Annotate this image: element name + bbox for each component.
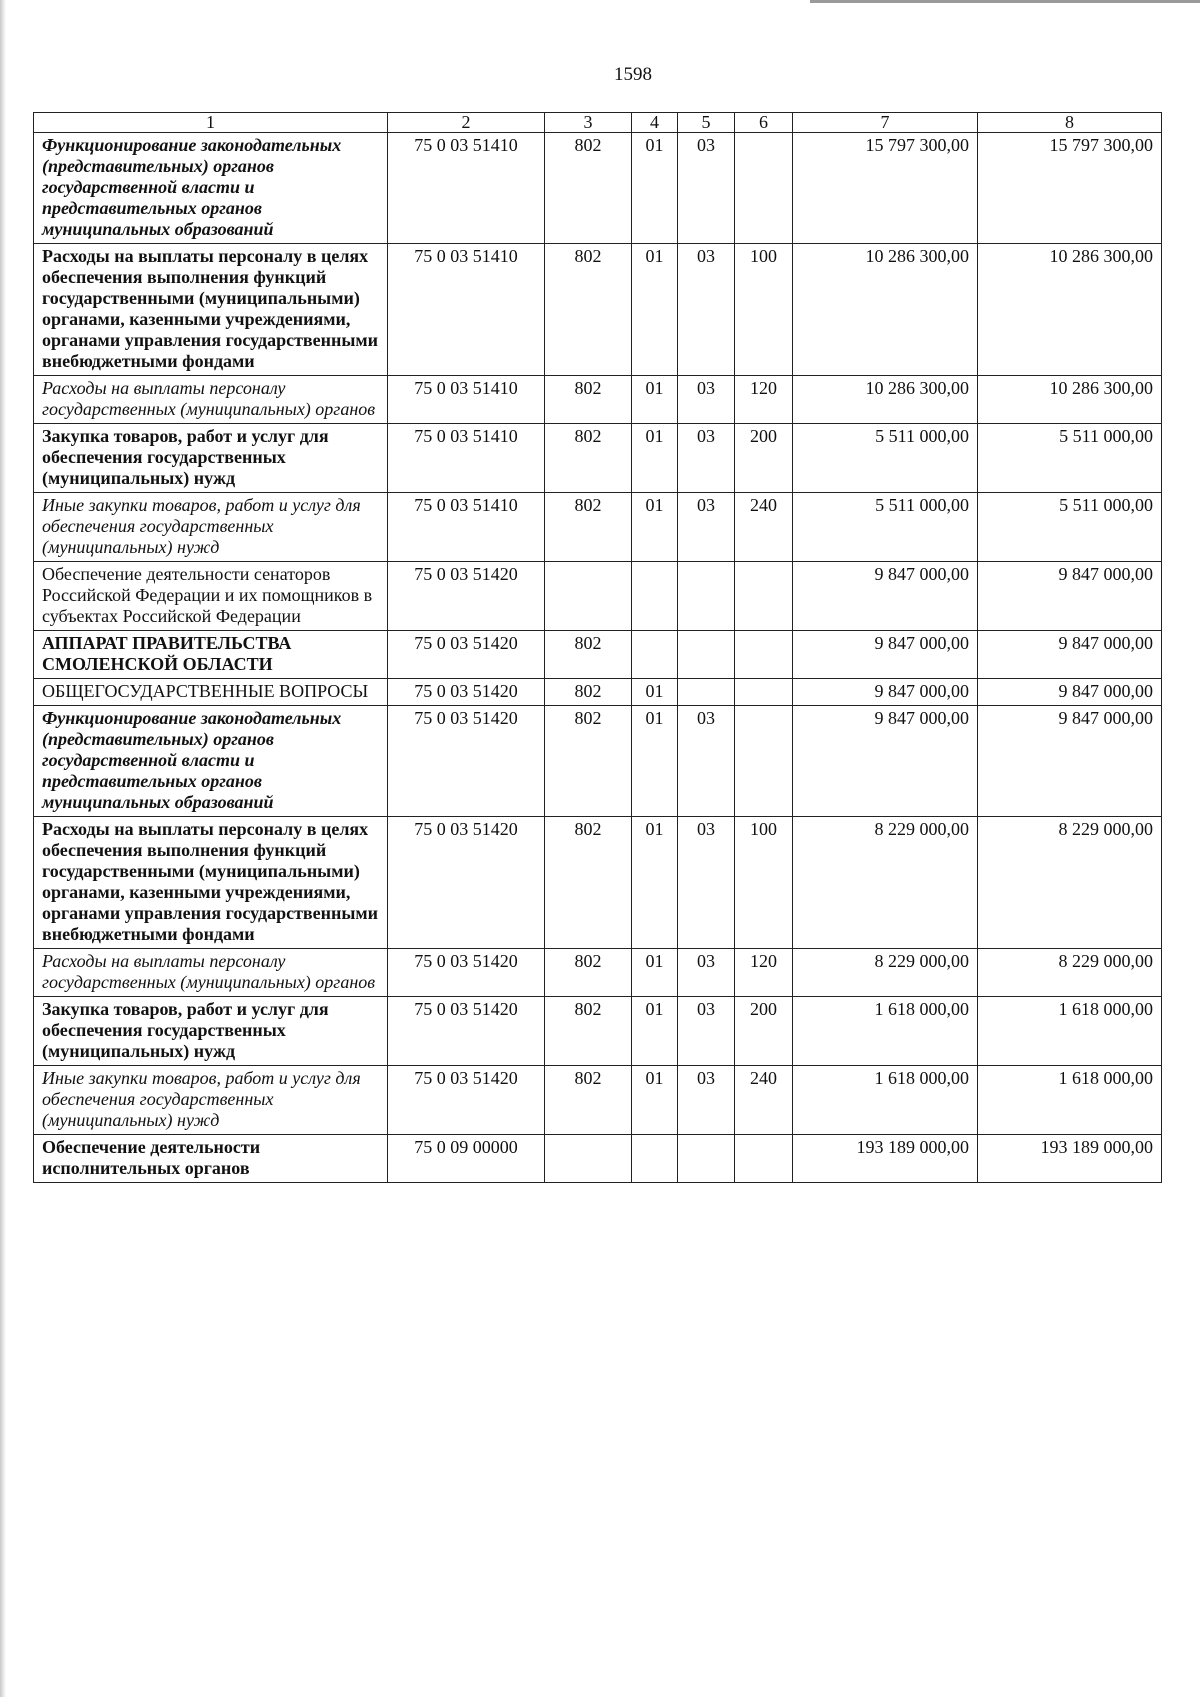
- amount-year2-cell: 10 286 300,00: [978, 244, 1162, 376]
- subsection-cell: [678, 679, 735, 706]
- ministry-code-cell: 802: [545, 376, 632, 424]
- subsection-cell: 03: [678, 817, 735, 949]
- amount-year2-cell: 1 618 000,00: [978, 1066, 1162, 1135]
- ministry-code-cell: 802: [545, 244, 632, 376]
- row-name-cell: Расходы на выплаты персоналу в целях обеспечения выполнения функций государственными (муниципальными) органами, казенными учреждениями, органами управления государственными внебюджетными фондами: [34, 244, 388, 376]
- subsection-cell: 03: [678, 133, 735, 244]
- ministry-code-cell: [545, 562, 632, 631]
- expense-type-cell: 200: [735, 997, 793, 1066]
- amount-year1-cell: 8 229 000,00: [793, 817, 978, 949]
- subsection-cell: 03: [678, 424, 735, 493]
- header-cell-8: 8: [978, 113, 1162, 133]
- header-cell-1: 1: [34, 113, 388, 133]
- amount-year2-cell: 5 511 000,00: [978, 424, 1162, 493]
- ministry-code-cell: 802: [545, 133, 632, 244]
- target-article-cell: 75 0 03 51420: [388, 679, 545, 706]
- ministry-code-cell: 802: [545, 1066, 632, 1135]
- row-name-cell: Расходы на выплаты персоналу государственных (муниципальных) органов: [34, 949, 388, 997]
- target-article-cell: 75 0 03 51420: [388, 949, 545, 997]
- ministry-code-cell: 802: [545, 493, 632, 562]
- section-cell: 01: [632, 706, 678, 817]
- amount-year2-cell: 9 847 000,00: [978, 631, 1162, 679]
- table-row: [34, 133, 1162, 244]
- table-row: [34, 376, 1162, 424]
- target-article-cell: 75 0 09 00000: [388, 1135, 545, 1183]
- expense-type-cell: 100: [735, 244, 793, 376]
- expense-type-cell: [735, 133, 793, 244]
- amount-year2-cell: 8 229 000,00: [978, 949, 1162, 997]
- subsection-cell: 03: [678, 244, 735, 376]
- section-cell: [632, 562, 678, 631]
- row-name-cell: ОБЩЕГОСУДАРСТВЕННЫЕ ВОПРОСЫ: [34, 679, 388, 706]
- table-body: [34, 113, 1162, 1183]
- amount-year2-cell: 9 847 000,00: [978, 562, 1162, 631]
- amount-year1-cell: 9 847 000,00: [793, 679, 978, 706]
- row-name-cell: Обеспечение деятельности исполнительных органов: [34, 1135, 388, 1183]
- row-name-cell: Закупка товаров, работ и услуг для обеспечения государственных (муниципальных) нужд: [34, 997, 388, 1066]
- target-article-cell: 75 0 03 51410: [388, 424, 545, 493]
- expense-type-cell: 120: [735, 949, 793, 997]
- table-row: [34, 631, 1162, 679]
- expense-type-cell: 240: [735, 1066, 793, 1135]
- header-cell-5: 5: [678, 113, 735, 133]
- ministry-code-cell: 802: [545, 817, 632, 949]
- expense-type-cell: [735, 679, 793, 706]
- subsection-cell: [678, 631, 735, 679]
- row-name-cell: Обеспечение деятельности сенаторов Российской Федерации и их помощников в субъектах Российской Федерации: [34, 562, 388, 631]
- target-article-cell: 75 0 03 51420: [388, 631, 545, 679]
- amount-year2-cell: 8 229 000,00: [978, 817, 1162, 949]
- table-row: [34, 949, 1162, 997]
- section-cell: 01: [632, 493, 678, 562]
- amount-year1-cell: 8 229 000,00: [793, 949, 978, 997]
- section-cell: 01: [632, 949, 678, 997]
- section-cell: 01: [632, 133, 678, 244]
- table-row: [34, 997, 1162, 1066]
- table-row: [34, 244, 1162, 376]
- amount-year1-cell: 15 797 300,00: [793, 133, 978, 244]
- section-cell: 01: [632, 424, 678, 493]
- amount-year2-cell: 193 189 000,00: [978, 1135, 1162, 1183]
- subsection-cell: 03: [678, 493, 735, 562]
- subsection-cell: [678, 562, 735, 631]
- row-name-cell: АППАРАТ ПРАВИТЕЛЬСТВА СМОЛЕНСКОЙ ОБЛАСТИ: [34, 631, 388, 679]
- section-cell: 01: [632, 817, 678, 949]
- table-row: [34, 424, 1162, 493]
- section-cell: 01: [632, 376, 678, 424]
- section-cell: 01: [632, 1066, 678, 1135]
- amount-year1-cell: 1 618 000,00: [793, 1066, 978, 1135]
- amount-year1-cell: 10 286 300,00: [793, 376, 978, 424]
- expense-type-cell: 120: [735, 376, 793, 424]
- table-row: [34, 493, 1162, 562]
- row-name-cell: Иные закупки товаров, работ и услуг для обеспечения государственных (муниципальных) нужд: [34, 1066, 388, 1135]
- target-article-cell: 75 0 03 51420: [388, 997, 545, 1066]
- ministry-code-cell: 802: [545, 706, 632, 817]
- amount-year1-cell: 1 618 000,00: [793, 997, 978, 1066]
- expense-type-cell: 240: [735, 493, 793, 562]
- table-row: [34, 1135, 1162, 1183]
- scan-edge-shadow: [0, 0, 6, 1697]
- section-cell: 01: [632, 244, 678, 376]
- amount-year2-cell: 1 618 000,00: [978, 997, 1162, 1066]
- section-cell: 01: [632, 679, 678, 706]
- expense-type-cell: 200: [735, 424, 793, 493]
- subsection-cell: 03: [678, 949, 735, 997]
- table-row: [34, 679, 1162, 706]
- ministry-code-cell: 802: [545, 679, 632, 706]
- target-article-cell: 75 0 03 51410: [388, 493, 545, 562]
- subsection-cell: 03: [678, 376, 735, 424]
- header-cell-2: 2: [388, 113, 545, 133]
- target-article-cell: 75 0 03 51410: [388, 376, 545, 424]
- amount-year1-cell: 5 511 000,00: [793, 424, 978, 493]
- target-article-cell: 75 0 03 51410: [388, 133, 545, 244]
- target-article-cell: 75 0 03 51420: [388, 1066, 545, 1135]
- expense-type-cell: [735, 631, 793, 679]
- table-row: [34, 562, 1162, 631]
- row-name-cell: Функционирование законодательных (представительных) органов государственной власти и представительных органов муниципальных образований: [34, 133, 388, 244]
- amount-year1-cell: 9 847 000,00: [793, 631, 978, 679]
- scan-top-edge: [810, 0, 1200, 3]
- amount-year1-cell: 10 286 300,00: [793, 244, 978, 376]
- subsection-cell: 03: [678, 997, 735, 1066]
- section-cell: [632, 1135, 678, 1183]
- ministry-code-cell: 802: [545, 631, 632, 679]
- row-name-cell: Функционирование законодательных (представительных) органов государственной власти и представительных органов муниципальных образований: [34, 706, 388, 817]
- subsection-cell: 03: [678, 1066, 735, 1135]
- table-row: [34, 706, 1162, 817]
- row-name-cell: Расходы на выплаты персоналу в целях обеспечения выполнения функций государственными (муниципальными) органами, казенными учреждениями, органами управления государственными внебюджетными фондами: [34, 817, 388, 949]
- target-article-cell: 75 0 03 51420: [388, 562, 545, 631]
- ministry-code-cell: 802: [545, 997, 632, 1066]
- header-cell-6: 6: [735, 113, 793, 133]
- expense-type-cell: [735, 706, 793, 817]
- ministry-code-cell: [545, 1135, 632, 1183]
- section-cell: 01: [632, 997, 678, 1066]
- expense-type-cell: 100: [735, 817, 793, 949]
- amount-year1-cell: 9 847 000,00: [793, 706, 978, 817]
- budget-table: [33, 112, 1162, 1183]
- table-row: [34, 1066, 1162, 1135]
- amount-year2-cell: 15 797 300,00: [978, 133, 1162, 244]
- page-number: 1598: [614, 64, 652, 85]
- target-article-cell: 75 0 03 51420: [388, 817, 545, 949]
- expense-type-cell: [735, 562, 793, 631]
- ministry-code-cell: 802: [545, 949, 632, 997]
- subsection-cell: 03: [678, 706, 735, 817]
- amount-year2-cell: 10 286 300,00: [978, 376, 1162, 424]
- amount-year1-cell: 9 847 000,00: [793, 562, 978, 631]
- ministry-code-cell: 802: [545, 424, 632, 493]
- row-name-cell: Иные закупки товаров, работ и услуг для обеспечения государственных (муниципальных) нужд: [34, 493, 388, 562]
- header-cell-7: 7: [793, 113, 978, 133]
- section-cell: [632, 631, 678, 679]
- target-article-cell: 75 0 03 51420: [388, 706, 545, 817]
- expense-type-cell: [735, 1135, 793, 1183]
- header-row: [34, 113, 1162, 133]
- header-cell-4: 4: [632, 113, 678, 133]
- table-row: [34, 817, 1162, 949]
- amount-year2-cell: 5 511 000,00: [978, 493, 1162, 562]
- header-cell-3: 3: [545, 113, 632, 133]
- row-name-cell: Расходы на выплаты персоналу государственных (муниципальных) органов: [34, 376, 388, 424]
- amount-year1-cell: 5 511 000,00: [793, 493, 978, 562]
- amount-year2-cell: 9 847 000,00: [978, 706, 1162, 817]
- amount-year2-cell: 9 847 000,00: [978, 679, 1162, 706]
- row-name-cell: Закупка товаров, работ и услуг для обеспечения государственных (муниципальных) нужд: [34, 424, 388, 493]
- amount-year1-cell: 193 189 000,00: [793, 1135, 978, 1183]
- target-article-cell: 75 0 03 51410: [388, 244, 545, 376]
- subsection-cell: [678, 1135, 735, 1183]
